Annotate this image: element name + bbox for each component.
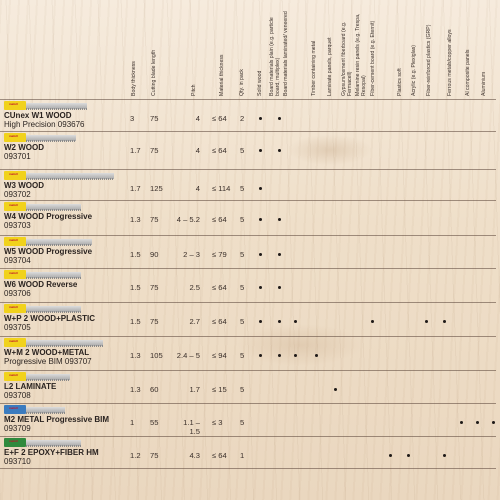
material-thickness-value: ≤ 79 — [212, 250, 227, 259]
blade-teeth — [26, 178, 114, 180]
blade-teeth — [26, 412, 65, 414]
brand-logo: mafell — [9, 102, 18, 106]
suitability-dot — [259, 218, 262, 221]
row-separator — [0, 268, 496, 269]
suitability-dot — [425, 320, 428, 323]
qty-value: 5 — [240, 351, 245, 360]
suitability-dot — [315, 354, 318, 357]
suitability-dot — [259, 149, 262, 152]
brand-logo: mafell — [9, 439, 18, 443]
column-header: Plastics soft — [397, 68, 403, 96]
brand-logo: mafell — [9, 373, 18, 377]
suitability-dot — [476, 421, 479, 424]
product-code: 093701 — [4, 152, 31, 161]
product-name: W4 WOOD Progressive — [4, 212, 93, 221]
suitability-dot — [259, 354, 262, 357]
blade-teeth — [26, 311, 81, 313]
cutting-length-value: 125 — [150, 184, 163, 193]
column-header: Ferrous metals/copper alloys — [447, 29, 453, 96]
suitability-dot — [371, 320, 374, 323]
brand-logo: mafell — [9, 271, 18, 275]
suitability-dot — [259, 320, 262, 323]
qty-value: 2 — [240, 114, 245, 123]
pitch-value: 4 – 5.2 — [176, 215, 200, 224]
cutting-length-value: 75 — [150, 283, 159, 292]
product-code: 093703 — [4, 221, 31, 230]
row-separator — [0, 370, 496, 371]
suitability-dot — [407, 454, 410, 457]
blade-shank — [4, 171, 26, 180]
body-thickness-value: 1.5 — [130, 250, 141, 259]
suitability-dot — [278, 117, 281, 120]
row-separator — [0, 468, 496, 469]
column-header: Solid wood — [257, 70, 263, 96]
material-thickness-value: ≤ 64 — [212, 283, 227, 292]
column-header: Cutting blade length — [151, 49, 157, 96]
body-thickness-value: 1.5 — [130, 317, 141, 326]
column-header: Board materials laminated/ veneered — [283, 11, 289, 96]
body-thickness-value: 1.3 — [130, 385, 141, 394]
product-name: E+F 2 EPOXY+FIBER HM — [4, 448, 99, 457]
column-header: Melamine resin panels (e.g. Trespa, Resopal) — [355, 13, 367, 96]
brand-logo: mafell — [9, 238, 18, 242]
row-separator — [0, 302, 496, 303]
pitch-value: 4 — [195, 114, 200, 123]
cutting-length-value: 105 — [150, 351, 163, 360]
body-thickness-value: 1.3 — [130, 351, 141, 360]
product-code: High Precision 093676 — [4, 120, 85, 129]
material-thickness-value: ≤ 64 — [212, 114, 227, 123]
body-thickness-value: 1 — [130, 418, 135, 427]
row-separator — [0, 235, 496, 236]
cutting-length-value: 55 — [150, 418, 159, 427]
body-thickness-value: 3 — [130, 114, 135, 123]
brand-logo: mafell — [9, 339, 18, 343]
suitability-dot — [259, 117, 262, 120]
qty-value: 5 — [240, 418, 245, 427]
material-thickness-value: ≤ 64 — [212, 146, 227, 155]
product-code: 093710 — [4, 457, 31, 466]
column-header: Acrylic (e.g. Plexiglas) — [411, 44, 417, 96]
cutting-length-value: 75 — [150, 451, 159, 460]
cutting-length-value: 90 — [150, 250, 159, 259]
blade-shank — [4, 304, 26, 313]
blade-teeth — [26, 140, 76, 142]
suitability-dot — [278, 253, 281, 256]
suitability-dot — [334, 388, 337, 391]
suitability-dot — [278, 320, 281, 323]
product-code: 093708 — [4, 391, 31, 400]
blade-teeth — [26, 379, 70, 381]
material-thickness-value: ≤ 64 — [212, 317, 227, 326]
blade-teeth — [26, 244, 92, 246]
blade-shank — [4, 270, 26, 279]
suitability-dot — [294, 354, 297, 357]
body-thickness-value: 1.7 — [130, 184, 141, 193]
product-name: W+M 2 WOOD+METAL — [4, 348, 90, 357]
blade-teeth — [26, 108, 87, 110]
product-code: 093709 — [4, 424, 31, 433]
qty-value: 5 — [240, 215, 245, 224]
column-header: Timber containing metal — [311, 40, 317, 96]
cutting-length-value: 75 — [150, 215, 159, 224]
suitability-dot — [278, 286, 281, 289]
pitch-value: 2.5 — [189, 283, 200, 292]
material-thickness-value: ≤ 64 — [212, 215, 227, 224]
product-name: W2 WOOD — [4, 143, 44, 152]
column-header: Laminate panels, parquet — [327, 37, 333, 96]
product-code: 093706 — [4, 289, 31, 298]
product-name: CUnex W1 WOOD — [4, 111, 72, 120]
pitch-value: 1.7 — [189, 385, 200, 394]
pitch-value: 4 — [195, 184, 200, 193]
qty-value: 1 — [240, 451, 245, 460]
row-separator — [0, 403, 496, 404]
suitability-dot — [278, 149, 281, 152]
material-thickness-value: ≤ 94 — [212, 351, 227, 360]
suitability-dot — [294, 320, 297, 323]
product-code: 093705 — [4, 323, 31, 332]
material-thickness-value: ≤ 3 — [212, 418, 223, 427]
body-thickness-value: 1.7 — [130, 146, 141, 155]
suitability-dot — [443, 320, 446, 323]
pitch-value: 2.4 – 5 — [176, 351, 200, 360]
qty-value: 5 — [240, 250, 245, 259]
column-header: Al composite panels — [465, 49, 471, 96]
row-separator — [0, 169, 496, 170]
blade-teeth — [26, 445, 81, 447]
row-separator — [0, 436, 496, 437]
qty-value: 5 — [240, 184, 245, 193]
qty-value: 5 — [240, 146, 245, 155]
suitability-dot — [278, 218, 281, 221]
blade-teeth — [26, 277, 81, 279]
suitability-dot — [443, 454, 446, 457]
blade-shank — [4, 438, 26, 447]
column-header: Body thickness — [131, 61, 137, 96]
product-name: L2 LAMINATE — [4, 382, 57, 391]
column-header: Fiber-reinforced plastics (GRP) — [426, 24, 432, 96]
suitability-dot — [460, 421, 463, 424]
blade-teeth — [26, 345, 103, 347]
pitch-value: 4 — [195, 146, 200, 155]
qty-value: 5 — [240, 317, 245, 326]
brand-logo: mafell — [9, 305, 18, 309]
blade-shank — [4, 133, 26, 142]
row-separator — [0, 99, 496, 100]
blade-shank — [4, 405, 26, 414]
blade-shank — [4, 202, 26, 211]
column-header: Board materials plain (e.g. particle board, multiplex) — [269, 17, 281, 96]
suitability-dot — [389, 454, 392, 457]
suitability-dot — [259, 253, 262, 256]
product-name: W+P 2 WOOD+PLASTIC — [4, 314, 95, 323]
body-thickness-value: 1.2 — [130, 451, 141, 460]
brand-logo: mafell — [9, 134, 18, 138]
body-thickness-value: 1.3 — [130, 215, 141, 224]
product-code: 093702 — [4, 190, 31, 199]
pitch-value: 1.1 – 1.5 — [183, 418, 200, 436]
brand-logo: mafell — [9, 406, 18, 410]
pitch-value: 4.3 — [189, 451, 200, 460]
column-header: Qty. in pack — [239, 68, 245, 96]
cutting-length-value: 75 — [150, 317, 159, 326]
product-code: 093704 — [4, 256, 31, 265]
suitability-dot — [259, 286, 262, 289]
row-separator — [0, 200, 496, 201]
row-separator — [0, 131, 496, 132]
material-thickness-value: ≤ 15 — [212, 385, 227, 394]
blade-shank — [4, 101, 26, 110]
product-code: Progressive BIM 093707 — [4, 357, 92, 366]
product-name: W3 WOOD — [4, 181, 44, 190]
qty-value: 5 — [240, 385, 245, 394]
cutting-length-value: 75 — [150, 146, 159, 155]
suitability-dot — [259, 187, 262, 190]
column-header: Fiber-cement board (e.g. Eternit) — [370, 20, 376, 96]
column-header: Gypsum/cement fiberboard (e.g. Fermacell) — [341, 21, 353, 96]
product-name: M2 METAL Progressive BIM — [4, 415, 110, 424]
column-header: Material thickness — [219, 54, 225, 96]
material-thickness-value: ≤ 64 — [212, 451, 227, 460]
cutting-length-value: 60 — [150, 385, 159, 394]
product-name: W5 WOOD Progressive — [4, 247, 93, 256]
row-separator — [0, 336, 496, 337]
cutting-length-value: 75 — [150, 114, 159, 123]
brand-logo: mafell — [9, 203, 18, 207]
pitch-value: 2 – 3 — [183, 250, 200, 259]
blade-teeth — [26, 209, 81, 211]
body-thickness-value: 1.5 — [130, 283, 141, 292]
column-header: Aluminium — [481, 71, 487, 96]
suitability-dot — [492, 421, 495, 424]
suitability-dot — [278, 354, 281, 357]
blade-shank — [4, 338, 26, 347]
pitch-value: 2.7 — [189, 317, 200, 326]
qty-value: 5 — [240, 283, 245, 292]
column-header: Pitch — [191, 84, 197, 96]
brand-logo: mafell — [9, 172, 18, 176]
blade-shank — [4, 372, 26, 381]
blade-shank — [4, 237, 26, 246]
material-thickness-value: ≤ 114 — [212, 184, 231, 193]
product-name: W6 WOOD Reverse — [4, 280, 78, 289]
